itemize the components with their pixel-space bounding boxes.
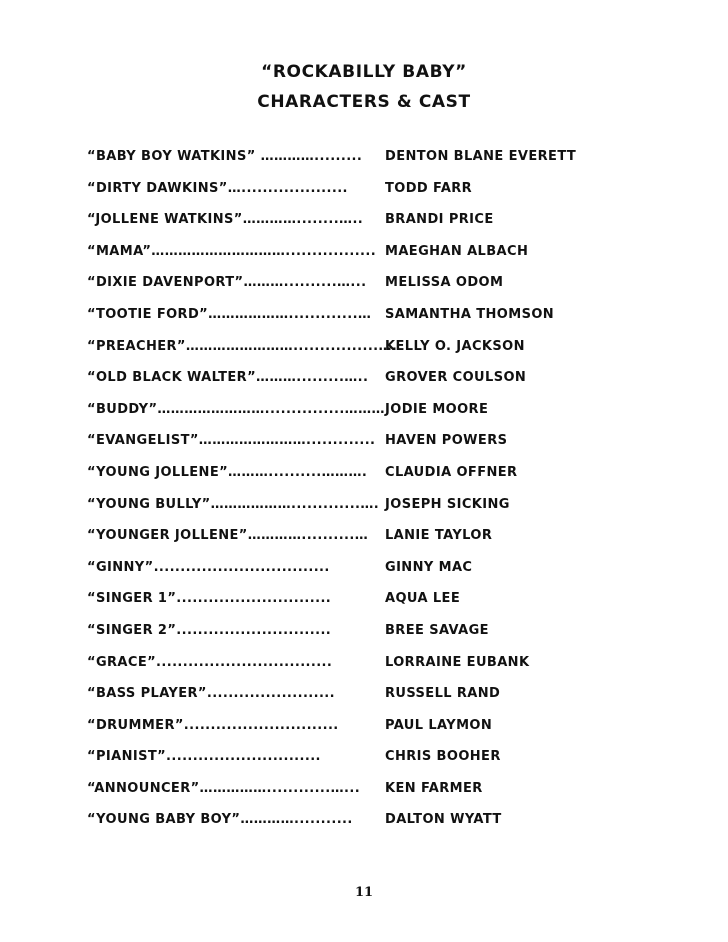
actor-name: LANIE TAYLOR xyxy=(385,528,493,544)
actor-name: JODIE MOORE xyxy=(385,401,489,417)
cast-row xyxy=(0,717,728,749)
character-name: “YOUNG JOLLENE”………..........………. xyxy=(87,464,368,480)
character-name: “EVANGELIST”……………………............. xyxy=(87,433,376,449)
cast-row xyxy=(0,432,728,464)
cast-row xyxy=(0,527,728,559)
character-name: “BABY BOY WATKINS” …………......... xyxy=(87,149,363,164)
actor-name: BRANDI PRICE xyxy=(385,212,494,228)
character-name: “BUDDY”……………………...............……… xyxy=(87,401,385,417)
character-name: “DIXIE DAVENPORT”………..........…... xyxy=(87,275,367,291)
cast-row xyxy=(0,211,728,243)
actor-name: BREE SAVAGE xyxy=(385,622,489,638)
cast-row xyxy=(0,338,728,370)
character-name: “JOLLENE WATKINS”…………........….. xyxy=(87,212,364,228)
cast-row xyxy=(0,622,728,654)
character-name: “GRACE”................................. xyxy=(87,654,333,670)
character-name: “DRUMMER”............................. xyxy=(87,717,339,733)
cast-row xyxy=(0,369,728,401)
cast-row xyxy=(0,401,728,433)
cast-row xyxy=(0,685,728,717)
page-number: 11 xyxy=(354,885,374,900)
cast-list xyxy=(0,148,728,843)
character-name: “GINNY”................................. xyxy=(87,559,330,575)
cast-row xyxy=(0,811,728,843)
character-name: “MAMA”…………………………................. xyxy=(87,243,377,259)
actor-name: JOSEPH SICKING xyxy=(385,496,510,512)
character-name: “ANNOUNCER”……………............…... xyxy=(87,780,361,796)
cast-row xyxy=(0,274,728,306)
actor-name: CHRIS BOOHER xyxy=(385,749,501,765)
character-name: “YOUNG BULLY”……………….............…. xyxy=(87,496,380,512)
cast-row xyxy=(0,148,728,180)
page-subtitle: CHARACTERS & CAST xyxy=(257,92,471,112)
actor-name: DALTON WYATT xyxy=(385,812,502,828)
cast-row xyxy=(0,654,728,686)
character-name: “YOUNG BABY BOY”…………........... xyxy=(87,812,353,828)
actor-name: KELLY O. JACKSON xyxy=(385,338,525,354)
actor-name: LORRAINE EUBANK xyxy=(385,654,530,670)
actor-name: MAEGHAN ALBACH xyxy=(385,243,529,259)
actor-name: CLAUDIA OFFNER xyxy=(385,464,518,480)
actor-name: KEN FARMER xyxy=(385,780,483,796)
actor-name: GROVER COULSON xyxy=(385,370,527,386)
cast-row xyxy=(0,590,728,622)
character-name: “SINGER 2”............................. xyxy=(87,622,332,638)
actor-name: PAUL LAYMON xyxy=(385,717,493,733)
actor-name: HAVEN POWERS xyxy=(385,433,508,449)
page-title: “ROCKABILLY BABY” xyxy=(261,62,467,82)
actor-name: AQUA LEE xyxy=(385,591,461,607)
character-name: “SINGER 1”............................. xyxy=(87,591,332,607)
character-name: “PREACHER”……………………................…. xyxy=(87,338,398,354)
cast-row xyxy=(0,748,728,780)
actor-name: RUSSELL RAND xyxy=(385,686,501,702)
actor-name: GINNY MAC xyxy=(385,559,473,575)
cast-row xyxy=(0,243,728,275)
character-name: “TOOTIE FORD”……………….............… xyxy=(87,306,372,322)
cast-row xyxy=(0,780,728,812)
character-name: “OLD BLACK WALTER”……….........….. xyxy=(87,370,369,386)
actor-name: DENTON BLANE EVERETT xyxy=(385,149,577,164)
cast-row xyxy=(0,559,728,591)
character-name: “DIRTY DAWKINS”….................... xyxy=(87,180,348,196)
cast-row xyxy=(0,306,728,338)
character-name: “PIANIST”............................. xyxy=(87,749,321,765)
actor-name: TODD FARR xyxy=(385,180,473,196)
cast-row xyxy=(0,180,728,212)
cast-row xyxy=(0,464,728,496)
character-name: “BASS PLAYER”........................ xyxy=(87,686,335,702)
actor-name: SAMANTHA THOMSON xyxy=(385,306,555,322)
cast-row xyxy=(0,496,728,528)
character-name: “YOUNGER JOLLENE”…………..........… xyxy=(87,528,369,544)
actor-name: MELISSA ODOM xyxy=(385,275,504,291)
